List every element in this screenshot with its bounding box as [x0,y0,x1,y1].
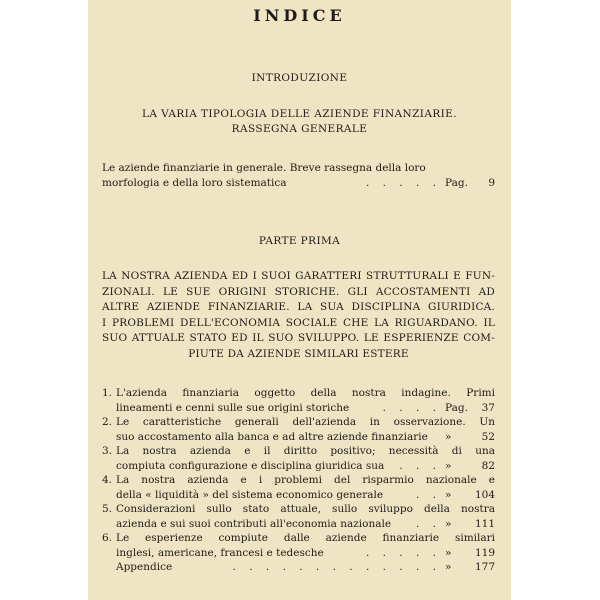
intro-subtitle-line-1: LA VARIA TIPOLOGIA DELLE AZIENDE FINANZIARIE. [142,108,457,120]
leader-dots: . . . [399,459,441,472]
item-body [116,560,495,575]
toc-entry-line [116,401,495,416]
intro-entry-text: morfologia e della loro sistematica [102,176,287,189]
leader-dots: . . . . . [365,176,441,189]
leader-dots: . . [415,517,441,530]
intro-entry [102,161,495,190]
intro-entry-line-1: Le aziende finanziarie in generale. Breve rassegna della loro [102,162,426,174]
item-line-1: L'azienda finanziaria oggetto della nostra indagine. Primi [116,387,495,399]
page-title: INDICE [253,6,346,25]
description-line: LA NOSTRA AZIENDA ED I SUOI GARATTERI STRUTTURALI E FUN- [102,270,495,282]
item-line-1: Le esperienze compiute dalle aziende finanziarie similari [116,532,495,544]
page-number: 111 [474,517,495,530]
description-line-last: PIUTE DA AZIENDE SIMILARI ESTERE [188,347,409,360]
toc-entry-text: compiuta configurazione e disciplina giuridica sua [116,459,385,472]
item-number: 6. [102,532,113,544]
page-prefix: » [445,488,452,501]
item-number: 1. [102,387,113,399]
item-body [116,415,495,444]
toc-entry-text: lineamenti e cenni sulle sue origini storiche [116,401,350,414]
item-body [116,473,495,502]
item-body [116,502,495,531]
page-number: 104 [474,488,495,501]
page-number: 52 [481,430,495,443]
toc-entry-line [116,488,495,503]
toc-item-appendice [102,560,495,575]
toc-item [102,473,495,502]
description-line: ZIONALI. LE SUE ORIGINI STORICHE. GLI ACCOSTAMENTI AD [102,285,495,298]
page-prefix: » [445,459,452,472]
toc-item [102,386,495,415]
leader-dots: . . . . [382,401,441,414]
page-number: 119 [474,546,495,559]
leader-dots: . . . . . . . . . . . . . [232,561,441,573]
section-heading-parte-prima: PARTE PRIMA [258,235,341,247]
item-line-1: La nostra azienda e i problemi del risparmio nazionale e [116,474,495,486]
description-line: ALTRE AZIENDE FINANZIARIE. LA SUA DISCIPLINA GIURIDICA. [102,301,495,313]
item-line-1: Le caratteristiche generali dell'azienda in osservazione. Un [116,416,495,428]
intro-entry-line-2 [102,176,495,191]
item-body [116,444,495,473]
page-number: 37 [481,401,495,414]
toc-entry-text: inglesi, americane, francesi e tedesche [116,546,324,559]
toc-item [102,415,495,444]
item-body [116,531,495,560]
toc-entry-text: della « liquidità » del sistema economico generale [116,488,384,501]
description-line: I PROBLEMI DELL'ECONOMIA SOCIALE CHE LA RIGUARDANO. IL [102,316,495,329]
toc-entry-line [116,430,495,445]
description-line: SUO ATTUALE STATO ED IL SUO SVILUPPO. LE ESPERIENZE COM- [102,332,495,344]
leader-dots: . . . . . [365,546,441,559]
item-body [116,386,495,415]
item-line-1: La nostra azienda e il diritto positivo; necessità di una [116,445,495,457]
item-number-spacer [102,560,116,575]
page-prefix: » [445,430,452,443]
toc-entry-text: azienda e sui suoi contributi all'economia nazionale [116,517,392,530]
page-number: 9 [488,176,495,189]
toc-item [102,444,495,473]
toc-entry-line [116,459,495,474]
item-number: 2. [102,416,113,428]
toc-entry-line [116,517,495,532]
leader-dots: . . [415,488,441,501]
toc-entry-text: Appendice [116,561,173,573]
page-prefix: Pag. [445,401,468,414]
toc-entry-line [116,560,495,575]
toc-entry-text: suo accostamento alla banca e ad altre aziende finanziarie [116,430,428,443]
item-number: 3. [102,445,113,457]
item-number: 5. [102,503,113,515]
page-prefix: » [445,546,452,559]
intro-subtitle-line-2: RASSEGNA GENERALE [231,123,368,135]
parte-prima-contents-list [102,386,495,575]
section-heading-introduzione: INTRODUZIONE [251,72,348,84]
toc-entry-line [116,546,495,561]
page-prefix: » [445,517,452,530]
parte-prima-description [102,269,495,362]
pag-label: Pag. [445,176,468,189]
item-line-1: Considerazioni sullo stato attuale, sullo sviluppo della nostra [116,503,495,515]
page-number: 177 [474,561,495,573]
page-number: 82 [481,459,495,472]
toc-item [102,531,495,560]
item-number: 4. [102,474,113,486]
page-prefix: » [445,561,452,573]
book-page [88,0,511,600]
toc-item [102,502,495,531]
